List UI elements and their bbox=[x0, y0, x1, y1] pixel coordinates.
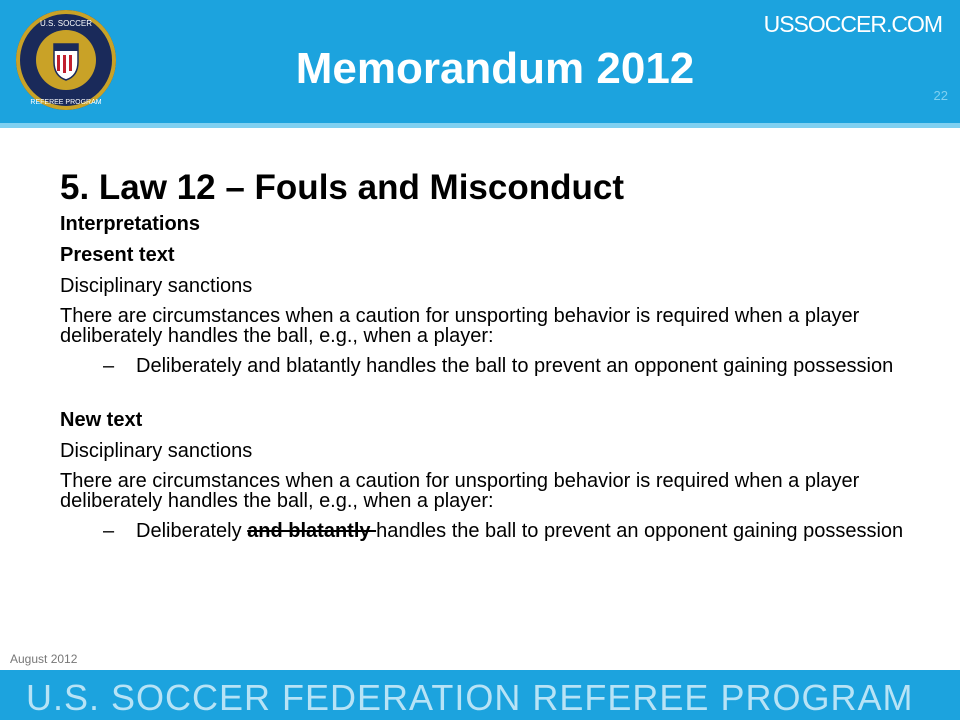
footer-date: August 2012 bbox=[10, 652, 78, 666]
site-url[interactable]: USSOCCER.COM bbox=[763, 11, 942, 37]
present-bullet bbox=[60, 356, 920, 377]
new-bullet bbox=[60, 521, 920, 542]
section-heading: 5. Law 12 – Fouls and Misconduct bbox=[60, 168, 624, 207]
footer-org-light: REFEREE PROGRAM bbox=[532, 677, 914, 718]
new-sanctions-label: Disciplinary sanctions bbox=[60, 440, 253, 462]
header-bar bbox=[0, 0, 960, 123]
footer-bar bbox=[0, 670, 960, 720]
present-bullet-text: Deliberately and blatantly handles the ball to prevent an opponent gaining possession bbox=[136, 355, 894, 377]
slide-title: Memorandum 2012 bbox=[295, 44, 695, 93]
svg-text:REFEREE PROGRAM: REFEREE PROGRAM bbox=[30, 99, 102, 106]
svg-text:U.S. SOCCER: U.S. SOCCER bbox=[39, 19, 93, 28]
present-sanctions-label: Disciplinary sanctions bbox=[60, 275, 253, 297]
new-paragraph: There are circumstances when a caution for unsporting behavior is required when a player deliberately handles the ball, e.g., when a player: bbox=[60, 470, 860, 512]
slide-content bbox=[60, 168, 920, 542]
new-bullet-end: handles the ball to prevent an opponent gaining possession bbox=[376, 520, 904, 542]
new-bullet-start: Deliberately bbox=[136, 520, 248, 542]
header-divider bbox=[0, 123, 960, 128]
bullet-dash: – bbox=[103, 520, 115, 542]
present-paragraph: There are circumstances when a caution for unsporting behavior is required when a player deliberately handles the ball, e.g., when a player: bbox=[60, 305, 860, 347]
new-text-label: New text bbox=[60, 409, 143, 431]
page-number: 22 bbox=[933, 88, 948, 103]
bullet-dash: – bbox=[103, 355, 115, 377]
footer-org-bold: U.S. SOCCER FEDERATION bbox=[26, 677, 522, 718]
section-spacer bbox=[60, 377, 920, 409]
struck-text: and blatantly bbox=[247, 520, 377, 542]
present-text-label: Present text bbox=[60, 244, 175, 266]
interpretations-label: Interpretations bbox=[60, 213, 201, 235]
footer-organization bbox=[26, 677, 913, 719]
